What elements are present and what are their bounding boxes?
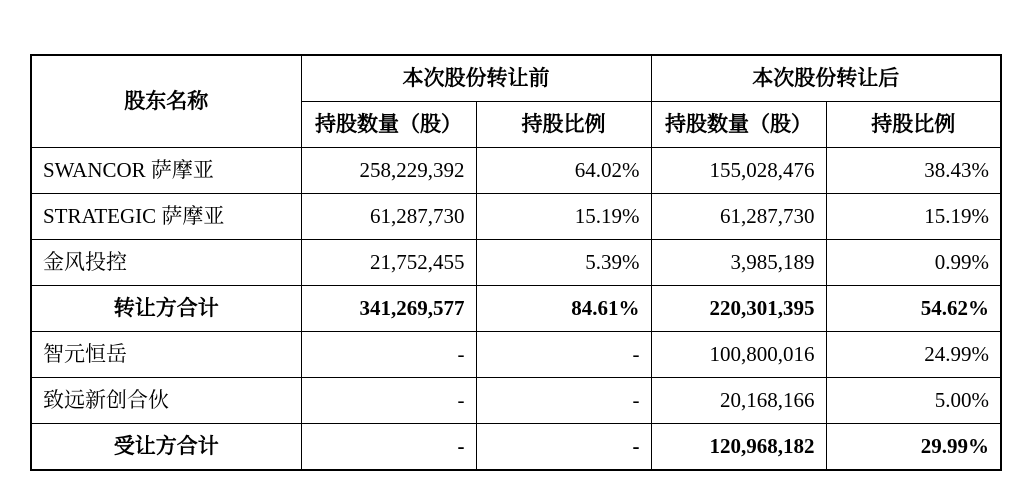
table-row (31, 194, 1001, 240)
shareholder-name: 智元恒岳 (31, 332, 301, 378)
transferee-subtotal-row (31, 424, 1001, 471)
header-before-transfer: 本次股份转让前 (301, 55, 651, 102)
shareholding-table (30, 54, 1002, 471)
before-ratio-cell: 84.61% (476, 286, 651, 332)
header-before-shares: 持股数量（股） (301, 102, 476, 148)
header-before-ratio: 持股比例 (476, 102, 651, 148)
header-after-ratio: 持股比例 (826, 102, 1001, 148)
after-ratio-cell: 5.00% (826, 378, 1001, 424)
table-header-row-1 (31, 55, 1001, 102)
table-row (31, 332, 1001, 378)
before-ratio-cell: - (476, 424, 651, 471)
table-row (31, 378, 1001, 424)
after-ratio-cell: 0.99% (826, 240, 1001, 286)
shareholder-name: 金风投控 (31, 240, 301, 286)
before-ratio-cell: 15.19% (476, 194, 651, 240)
subtotal-label: 受让方合计 (31, 424, 301, 471)
before-shares-cell: 258,229,392 (301, 148, 476, 194)
after-ratio-cell: 54.62% (826, 286, 1001, 332)
before-shares-cell: - (301, 424, 476, 471)
before-ratio-cell: 5.39% (476, 240, 651, 286)
after-ratio-cell: 29.99% (826, 424, 1001, 471)
shareholder-name: 致远新创合伙 (31, 378, 301, 424)
before-shares-cell: - (301, 332, 476, 378)
after-shares-cell: 100,800,016 (651, 332, 826, 378)
before-ratio-cell: 64.02% (476, 148, 651, 194)
before-ratio-cell: - (476, 378, 651, 424)
subtotal-label: 转让方合计 (31, 286, 301, 332)
before-shares-cell: 21,752,455 (301, 240, 476, 286)
after-ratio-cell: 24.99% (826, 332, 1001, 378)
shareholder-name: SWANCOR 萨摩亚 (31, 148, 301, 194)
shareholder-name: STRATEGIC 萨摩亚 (31, 194, 301, 240)
after-shares-cell: 155,028,476 (651, 148, 826, 194)
before-ratio-cell: - (476, 332, 651, 378)
after-ratio-cell: 38.43% (826, 148, 1001, 194)
after-shares-cell: 3,985,189 (651, 240, 826, 286)
before-shares-cell: 341,269,577 (301, 286, 476, 332)
header-shareholder: 股东名称 (31, 55, 301, 148)
header-after-shares: 持股数量（股） (651, 102, 826, 148)
after-shares-cell: 120,968,182 (651, 424, 826, 471)
after-shares-cell: 61,287,730 (651, 194, 826, 240)
after-ratio-cell: 15.19% (826, 194, 1001, 240)
after-shares-cell: 220,301,395 (651, 286, 826, 332)
transferor-subtotal-row (31, 286, 1001, 332)
before-shares-cell: - (301, 378, 476, 424)
table-row (31, 148, 1001, 194)
after-shares-cell: 20,168,166 (651, 378, 826, 424)
table-row (31, 240, 1001, 286)
header-after-transfer: 本次股份转让后 (651, 55, 1001, 102)
before-shares-cell: 61,287,730 (301, 194, 476, 240)
